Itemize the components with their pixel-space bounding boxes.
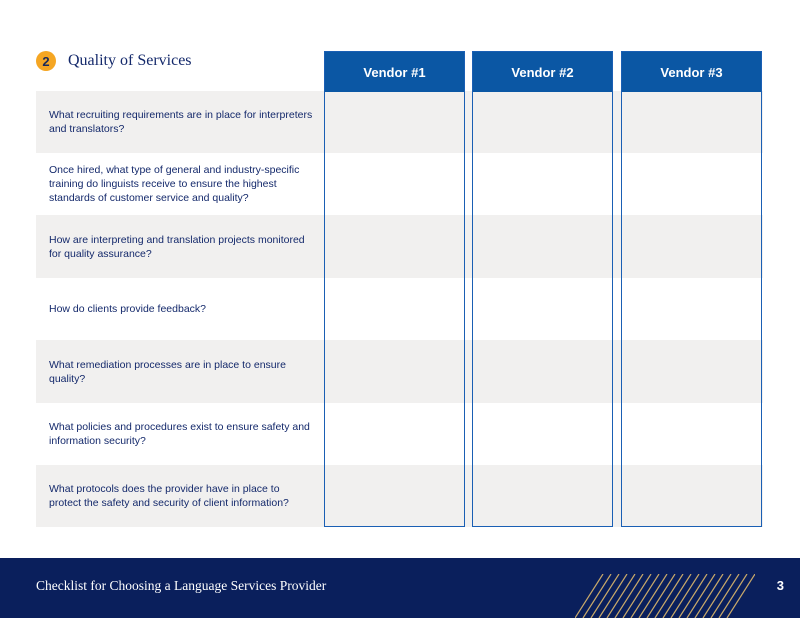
question-text: How are interpreting and translation projects monitored for quality assurance? — [49, 233, 305, 260]
vendor-header-3: Vendor #3 — [622, 52, 761, 92]
vendor-column-2[interactable] — [472, 51, 613, 527]
footer-title: Checklist for Choosing a Language Services Provider — [36, 578, 327, 593]
question-text: Once hired, what type of general and industry-specific training do linguists receive to ensure the highest standards of customer service and quality? — [49, 164, 300, 204]
vendor-column-3[interactable] — [621, 51, 762, 527]
page-number: 3 — [776, 578, 784, 593]
question-text: What protocols does the provider have in place to protect the safety and security of client information? — [49, 483, 289, 509]
vendor-header-1: Vendor #1 — [325, 52, 464, 92]
question-text: What policies and procedures exist to ensure safety and information security? — [49, 421, 310, 447]
decorative-stripes-icon — [575, 574, 755, 618]
vendor-column-1[interactable] — [324, 51, 465, 527]
section-number-badge: 2 — [36, 51, 56, 71]
question-text: What remediation processes are in place to ensure quality? — [49, 358, 286, 385]
section-heading — [36, 51, 192, 71]
footer-bar — [0, 558, 800, 618]
vendor-header-2: Vendor #2 — [473, 52, 612, 92]
question-text: What recruiting requirements are in place for interpreters and translators? — [49, 109, 313, 135]
question-text: How do clients provide feedback? — [49, 303, 207, 315]
section-title: Quality of Services — [68, 52, 192, 69]
